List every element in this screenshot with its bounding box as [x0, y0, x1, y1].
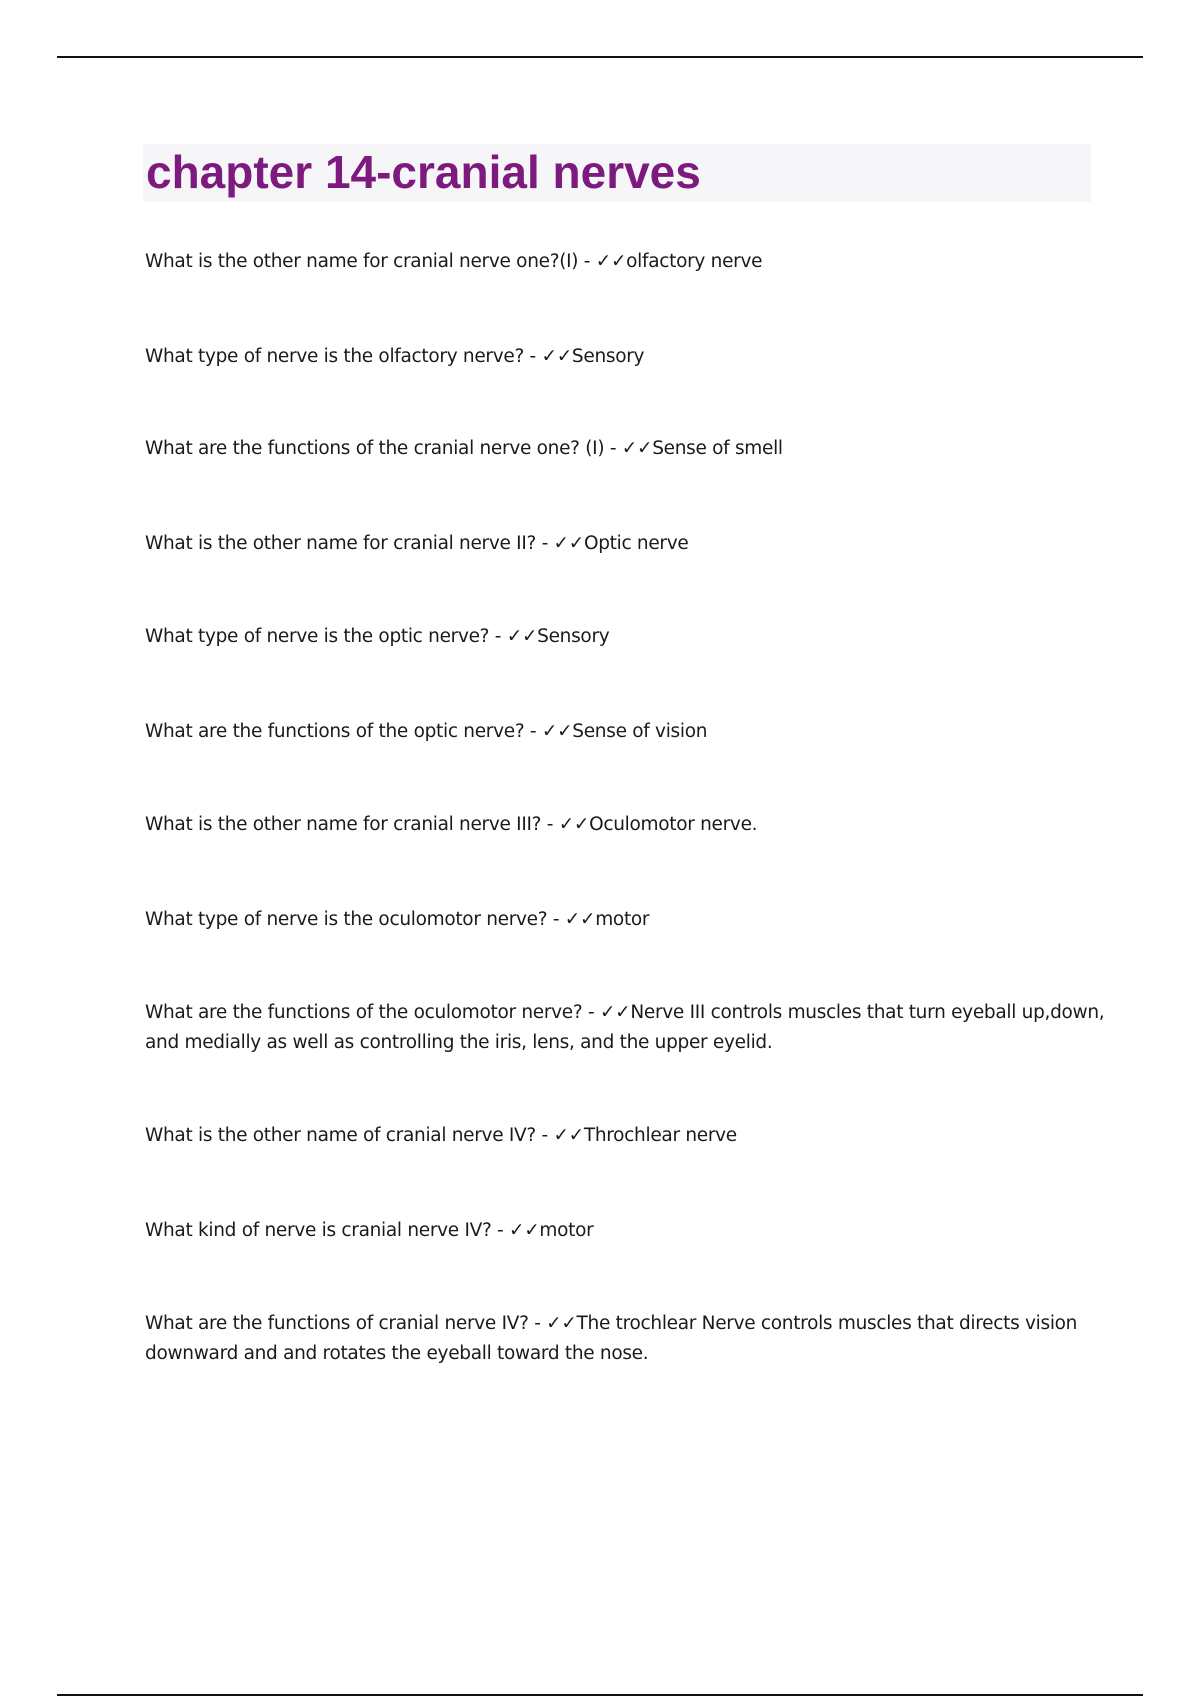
qa-item: What is the other name of cranial nerve IV? - ✓✓Throchlear nerve [145, 1125, 737, 1146]
qa-item: What are the functions of the oculomotor nerve? - ✓✓Nerve III controls muscles that turn eyeball up,down, and medially as well as controlling the iris, lens, and the upper eyelid. [145, 1002, 1105, 1053]
qa-item: What are the functions of the cranial nerve one? (I) - ✓✓Sense of smell [145, 438, 783, 459]
bottom-rule [57, 1694, 1143, 1696]
qa-item: What is the other name for cranial nerve III? - ✓✓Oculomotor nerve. [145, 814, 758, 835]
qa-item: What are the functions of the optic nerve? - ✓✓Sense of vision [145, 721, 708, 742]
qa-item: What type of nerve is the optic nerve? - ✓✓Sensory [145, 626, 610, 647]
qa-item: What is the other name for cranial nerve one?(I) - ✓✓olfactory nerve [145, 251, 763, 272]
qa-item: What are the functions of cranial nerve IV? - ✓✓The trochlear Nerve controls muscles that directs vision downward and and rotates the eyeball toward the nose. [145, 1313, 1078, 1364]
top-rule [57, 56, 1143, 58]
qa-item: What type of nerve is the oculomotor nerve? - ✓✓motor [145, 909, 650, 930]
qa-item: What type of nerve is the olfactory nerve? - ✓✓Sensory [145, 346, 645, 367]
page-title: chapter 14-cranial nerves [146, 146, 701, 198]
qa-item: What is the other name for cranial nerve II? - ✓✓Optic nerve [145, 533, 689, 554]
title-banner [143, 144, 1091, 202]
qa-item: What kind of nerve is cranial nerve IV? - ✓✓motor [145, 1220, 594, 1241]
